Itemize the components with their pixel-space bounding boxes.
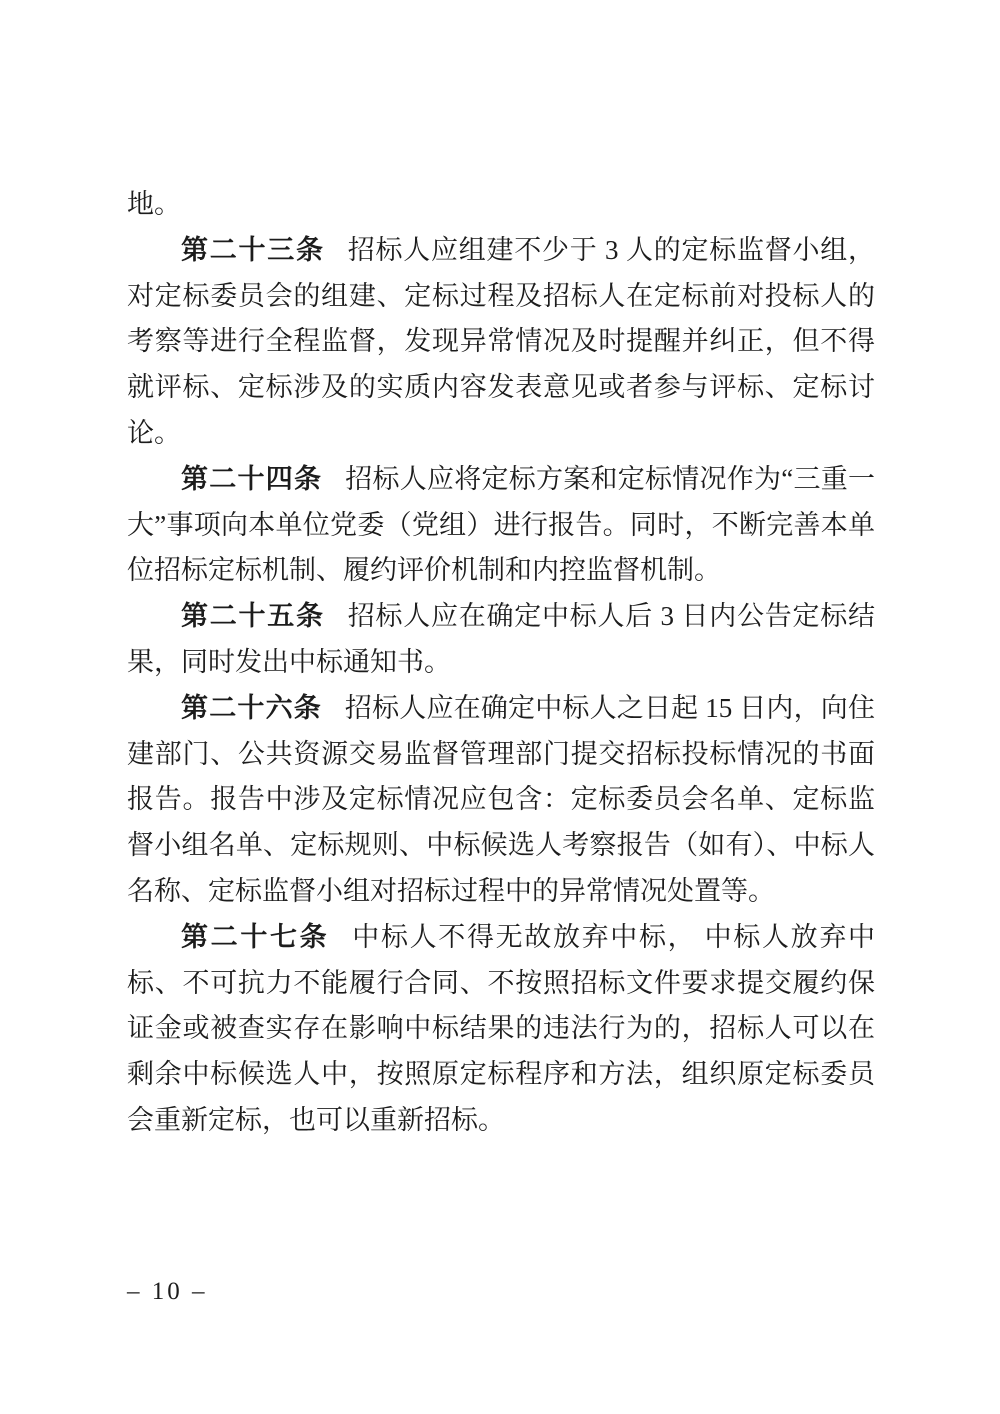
article-heading: 第二十五条 <box>181 601 325 632</box>
paragraph-text: 招标人应组建不少于 3 人的定标监督小组，对定标委员会的组建、定标过程及招标人在定标前对投标人的考察等进行全程监督，发现异常情况及时提醒并纠正，但不得就评标、定标涉及的实质内容发表意见或者参与评标、定标讨论。 <box>127 234 876 448</box>
paragraph <box>127 228 875 457</box>
paragraph <box>127 915 875 1144</box>
page-footer <box>127 1276 208 1308</box>
document-body <box>127 182 875 1144</box>
paragraph-text: 地。 <box>127 189 181 219</box>
paragraph-text: 招标人应将定标方案和定标情况作为“三重一大”事项向本单位党委（党组）进行报告。同时，不断完善本单位招标定标机制、履约评价机制和内控监督机制。 <box>127 463 876 586</box>
paragraph-text: 招标人应在确定中标人之日起 15 日内，向住建部门、公共资源交易监督管理部门提交招标投标情况的书面报告。报告中涉及定标情况应包含：定标委员会名单、定标监督小组名单、定标规则、中标候选人考察报告（如有）、中标人名称、定标监督小组对招标过程中的异常情况处置等。 <box>127 692 876 906</box>
paragraph <box>127 686 875 915</box>
page-number: – 10 – <box>127 1278 208 1305</box>
article-heading: 第二十三条 <box>181 234 325 265</box>
article-heading: 第二十六条 <box>181 692 322 723</box>
paragraph-text: 中标人不得无故放弃中标， 中标人放弃中标、不可抗力不能履行合同、不按照招标文件要求提交履约保证金或被查实存在影响中标结果的违法行为的，招标人可以在剩余中标候选人中，按照原定标程序和方法，组织原定标委员会重新定标，也可以重新招标。 <box>127 921 876 1135</box>
article-heading: 第二十四条 <box>181 463 323 494</box>
paragraph <box>127 594 875 686</box>
paragraph <box>127 182 875 228</box>
paragraph-text: 招标人应在确定中标人后 3 日内公告定标结果，同时发出中标通知书。 <box>127 601 876 677</box>
article-heading: 第二十七条 <box>181 921 330 952</box>
paragraph <box>127 457 875 594</box>
